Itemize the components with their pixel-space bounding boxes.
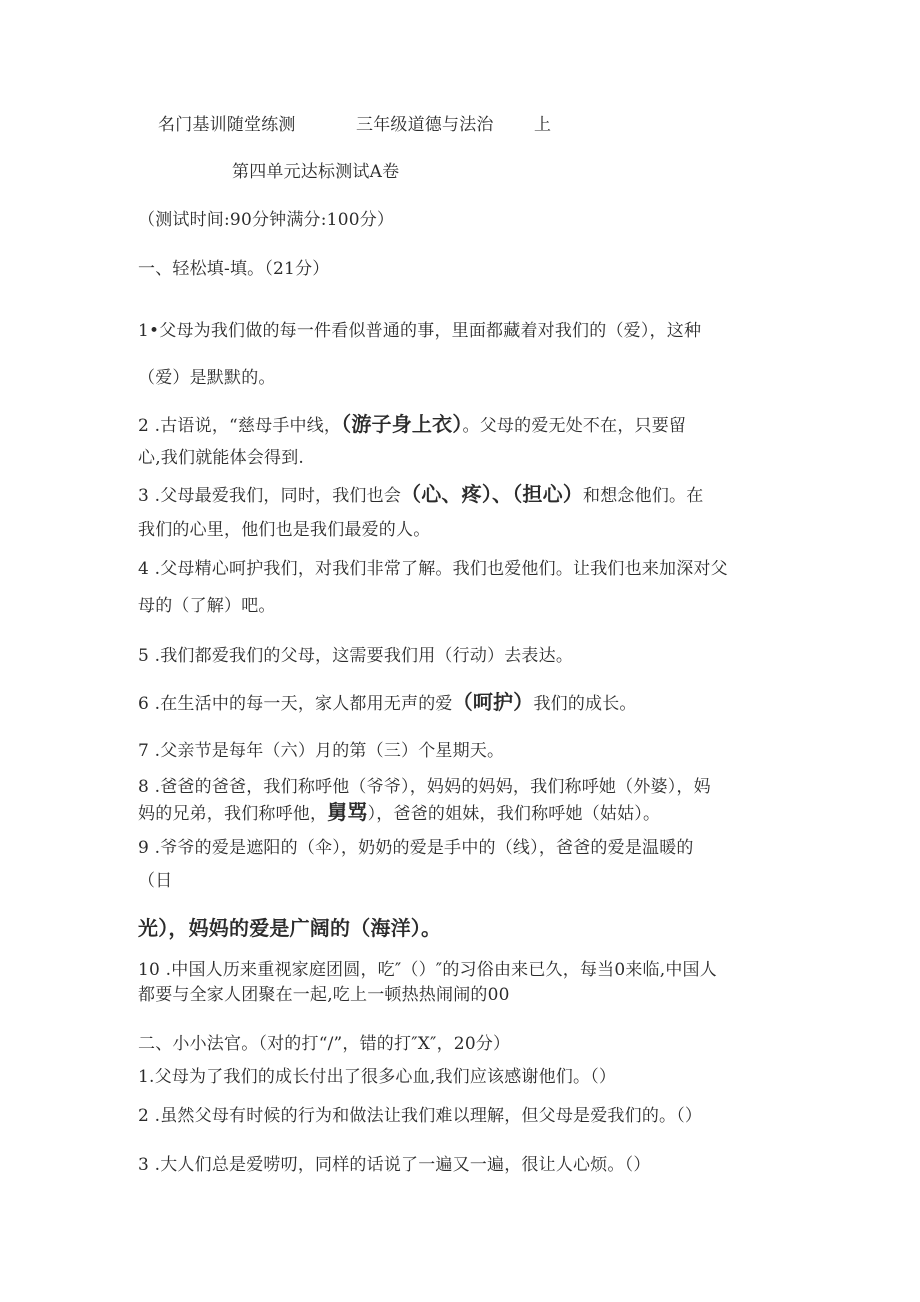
judge-item-2: 2 .虽然父母有时候的行为和做法让我们难以理解，但父母是爱我们的。（） xyxy=(138,1106,703,1126)
q6-answer: （呵护） xyxy=(452,690,534,714)
judge-item-1: 1.父母为了我们的成长付出了很多心血,我们应该感谢他们。（） xyxy=(138,1067,617,1087)
q3-answer: （心、疼）、（担心） xyxy=(401,482,584,506)
question-2-line-2: 心,我们就能体会得到. xyxy=(138,448,305,468)
question-7: 7 .父亲节是每年（六）月的第（三）个星期天。 xyxy=(138,741,505,761)
question-4-line-2: 母的（了解）吧。 xyxy=(138,596,276,616)
q6-text: 6 .在生活中的每一天，家人都用无声的爱 xyxy=(138,694,453,714)
q2-text: 2 .古语说，“慈母手中线， xyxy=(138,416,342,436)
header-brand: 名门基训随堂练测 xyxy=(158,115,296,135)
q8-text: 妈的兄弟，我们称呼他， xyxy=(138,804,328,824)
section1-heading: 一、轻松填-填。（21分） xyxy=(138,259,330,279)
question-5: 5 .我们都爱我们的父母，这需要我们用（行动）去表达。 xyxy=(138,646,574,666)
test-meta: （测试时间:90分钟满分:100分） xyxy=(138,210,395,230)
q3-text: 3 .父母最爱我们，同时，我们也会 xyxy=(138,486,402,506)
question-9-line-1: 9 .爷爷的爱是遮阳的（伞），奶奶的爱是手中的（线），爸爸的爱是温暖的 xyxy=(138,838,694,858)
page-title: 第四单元达标测试A卷 xyxy=(232,162,400,182)
question-8-line-2 xyxy=(138,800,660,826)
q3-text-end: 和想念他们。在 xyxy=(583,486,704,506)
question-2-line-1 xyxy=(138,412,686,438)
header-term: 上 xyxy=(534,115,552,135)
question-6 xyxy=(138,690,637,716)
q6-text-end: 我们的成长。 xyxy=(533,694,637,714)
question-1-line-2: （爱）是默默的。 xyxy=(138,368,276,388)
header-grade-subject: 三年级道德与法治 xyxy=(356,115,494,135)
q2-answer: （游子身上衣） xyxy=(341,412,463,436)
q8-text-end: ），爸爸的姐妹，我们称呼她（姑姑）。 xyxy=(367,804,661,824)
question-3-line-1 xyxy=(138,482,703,508)
question-1-line-1: 1•父母为我们做的每一件看似普通的事，里面都藏着对我们的（爱），这种 xyxy=(138,321,702,341)
question-4-line-1: 4 .父母精心呵护我们，对我们非常了解。我们也爱他们。让我们也来加深对父 xyxy=(138,559,728,579)
question-10-line-1: 10 .中国人历来重视家庭团圆，吃″（）″的习俗由来已久，每当0来临,中国人 xyxy=(138,960,717,980)
question-9-line-3: 光），妈妈的爱是广阔的（海洋）。 xyxy=(138,916,442,940)
q2-text-end: 。父母的爱无处不在，只要留 xyxy=(462,416,687,436)
judge-item-3: 3 .大人们总是爱唠叨，同样的话说了一遍又一遍，很让人心烦。（） xyxy=(138,1155,651,1175)
q8-answer: 舅骂 xyxy=(327,800,368,824)
question-10-line-2: 都要与全家人团聚在一起,吃上一顿热热闹闹的00 xyxy=(138,985,510,1005)
question-3-line-2: 我们的心里，他们也是我们最爱的人。 xyxy=(138,520,431,540)
question-9-line-2: （日 xyxy=(138,871,173,891)
question-8-line-1: 8 .爸爸的爸爸，我们称呼他（爷爷），妈妈的妈妈，我们称呼她（外婆），妈 xyxy=(138,777,711,797)
section2-heading: 二、小小法官。（对的打“/”，错的打″X″，20分） xyxy=(138,1034,511,1054)
